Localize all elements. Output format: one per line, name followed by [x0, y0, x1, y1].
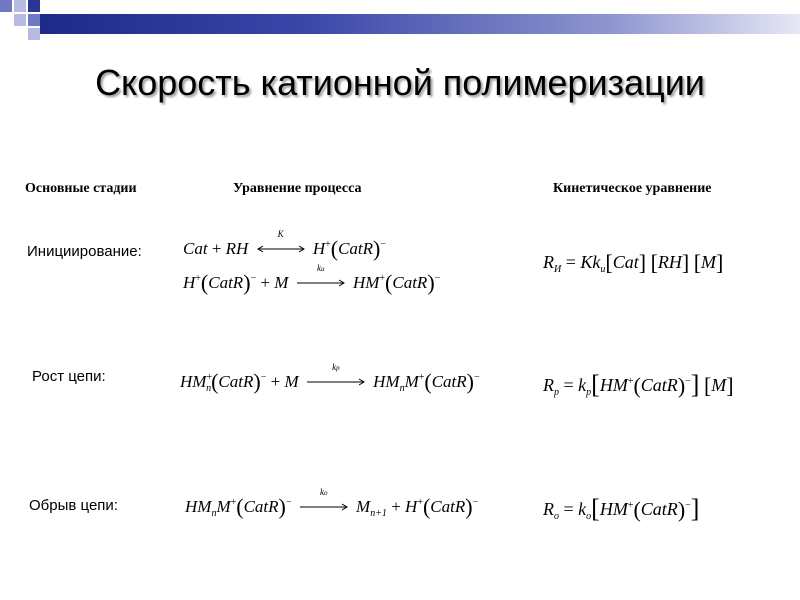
banner-square [0, 0, 12, 12]
equation-termination: $HM_nM^+(CatR)^-$ ko $M_{n+1}$ + H+(CatR)− [185, 487, 479, 519]
top-banner [0, 0, 800, 48]
stage-initiation: Инициирование: [27, 243, 142, 260]
kinetic-initiation: $R_И = Kk_и[Cat]$ [RH] [M] [543, 250, 724, 275]
banner-square [14, 0, 26, 12]
banner-square [14, 14, 26, 26]
stage-propagation: Рост цепи: [32, 368, 106, 385]
header-process: Уравнение процесса [233, 181, 362, 196]
kinetic-propagation: $R_p$ = $k_p[HM^+(CatR)^-]$ [M] [543, 370, 734, 399]
equation-initiation-1: Cat + RH K H+(CatR)− [183, 229, 386, 261]
reaction-arrow: kи [296, 273, 346, 287]
equation-initiation-2: H+(CatR)− + M kи HM+(CatR)− [183, 263, 441, 295]
banner-gradient-bar [40, 14, 800, 34]
header-stages: Основные стадии [25, 181, 137, 196]
equation-propagation: $HM^+_n(CatR)^- + M$ kp $HM_nM^+(CatR)^-$ [180, 362, 480, 394]
kinetic-termination: $R_o$ = $k_o[HM^+(CatR)^-]$ [543, 494, 700, 523]
stage-termination: Обрыв цепи: [29, 497, 118, 514]
reaction-arrow: kp [306, 372, 366, 386]
header-kinetic: Кинетическое уравнение [553, 181, 712, 196]
banner-square [28, 14, 40, 26]
banner-square [28, 0, 40, 12]
reaction-arrow: ko [299, 497, 349, 511]
banner-square [28, 28, 40, 40]
equilibrium-arrow: K [256, 239, 306, 253]
slide-title: Скорость катионной полимеризации [95, 62, 705, 103]
